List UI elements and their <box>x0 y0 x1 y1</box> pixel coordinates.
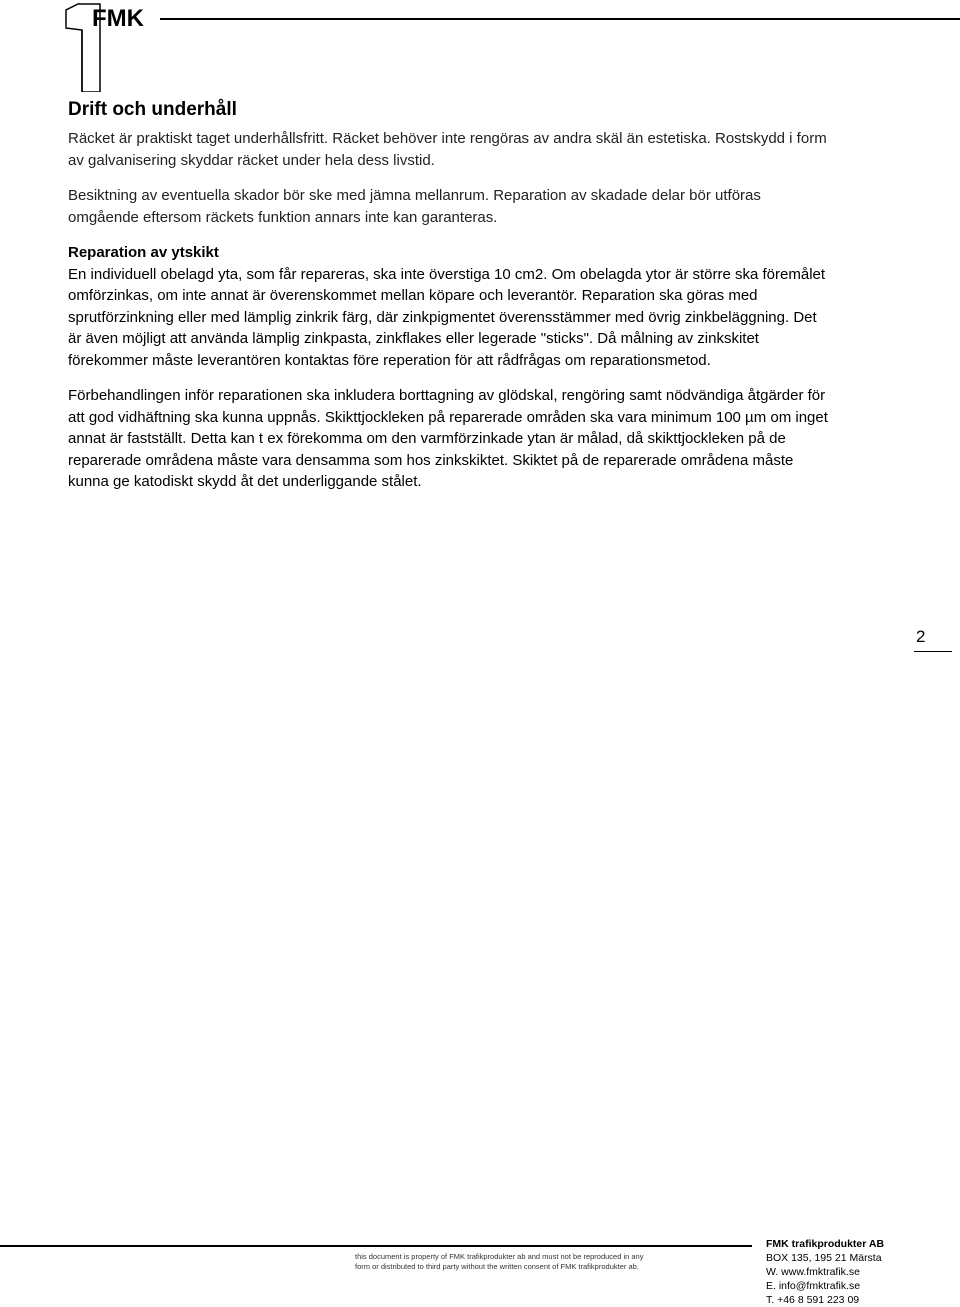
svg-text:FMK: FMK <box>92 5 144 32</box>
paragraph-line: sprutförzinkning eller med lämplig zinkrik färg, där zinkpigmentet överensstämmer med övrig zinkbeläggning. Det <box>68 308 817 326</box>
paragraph-line: reparerade områdena måste vara densamma som hos zinkskiktet. Skiktet på de reparerade områdena måste <box>68 451 794 469</box>
paragraph-line: förekommer måste leverantören kontaktas före reperation för att rådfrågas om reparationsmetod. <box>68 351 711 369</box>
repair-paragraph-1 <box>68 264 898 372</box>
paragraph-line: är även möjligt att använda lämplig zinkpasta, zinkflakes eller legerade "sticks". Då målning av zinkskitet <box>68 330 759 347</box>
paragraph-line: omgående eftersom räckets funktion annars inte kan garanteras. <box>68 208 498 226</box>
fmk-logo <box>60 0 160 92</box>
maintenance-paragraph-1 <box>68 128 898 171</box>
notice-line: form or distributed to third party without the written consent of FMK trafikprodukter ab. <box>355 1262 639 1271</box>
paragraph-line: annat är fastställt. Detta kan t ex förekomma om den varmförzinkade ytan är målad, då skikttjockleken på de <box>68 430 786 447</box>
company-contact <box>766 1237 884 1307</box>
paragraph-line: att god vidhäftning ska kunna uppnås. Skikttjockleken på reparerade områden ska vara minimum 100 µm om inget <box>68 408 828 426</box>
paragraph-line: Räcket är praktiskt taget underhållsfritt. Räcket behöver inte rengöras av andra skäl än estetiska. Rostskydd i form <box>68 130 827 147</box>
footer-divider <box>0 1245 752 1247</box>
page-number: 2 <box>916 627 926 646</box>
paragraph-line: kunna ge katodiskt skydd åt det underliggande stålet. <box>68 473 422 490</box>
document-body <box>68 98 898 493</box>
paragraph-line: Besiktning av eventuella skador bör ske med jämna mellanrum. Reparation av skadade delar bör utföras <box>68 187 761 204</box>
company-phone: T. +46 8 591 223 09 <box>766 1294 860 1306</box>
paragraph-line: En individuell obelagd yta, som får repareras, ska inte överstiga 10 cm2. Om obelagda ytor är större ska föremålet <box>68 265 826 283</box>
paragraph-line: Förbehandlingen inför reparationen ska inkludera borttagning av glödskal, rengöring samt nödvändiga åtgärder för <box>68 387 826 404</box>
company-address: BOX 135, 195 21 Märsta <box>766 1252 882 1264</box>
paragraph-line: omförzinkas, om inte annat är överenskommet mellan köpare och leverantör. Reparation ska göras med <box>68 287 758 304</box>
repair-paragraph-2 <box>68 385 898 493</box>
copyright-notice <box>355 1252 655 1272</box>
company-email: E. info@fmktrafik.se <box>766 1280 861 1292</box>
company-web: W. www.fmktrafik.se <box>766 1266 860 1278</box>
header-divider <box>160 18 960 20</box>
section-title: Drift och underhåll <box>68 99 237 120</box>
company-name: FMK trafikprodukter AB <box>766 1238 885 1250</box>
repair-subtitle: Reparation av ytskikt <box>68 244 219 261</box>
page-number-underline <box>914 651 952 652</box>
maintenance-paragraph-2 <box>68 185 898 228</box>
paragraph-line: av galvanisering skyddar räcket under hela dess livstid. <box>68 151 435 169</box>
notice-line: this document is property of FMK trafikprodukter ab and must not be reproduced in any <box>355 1252 644 1261</box>
